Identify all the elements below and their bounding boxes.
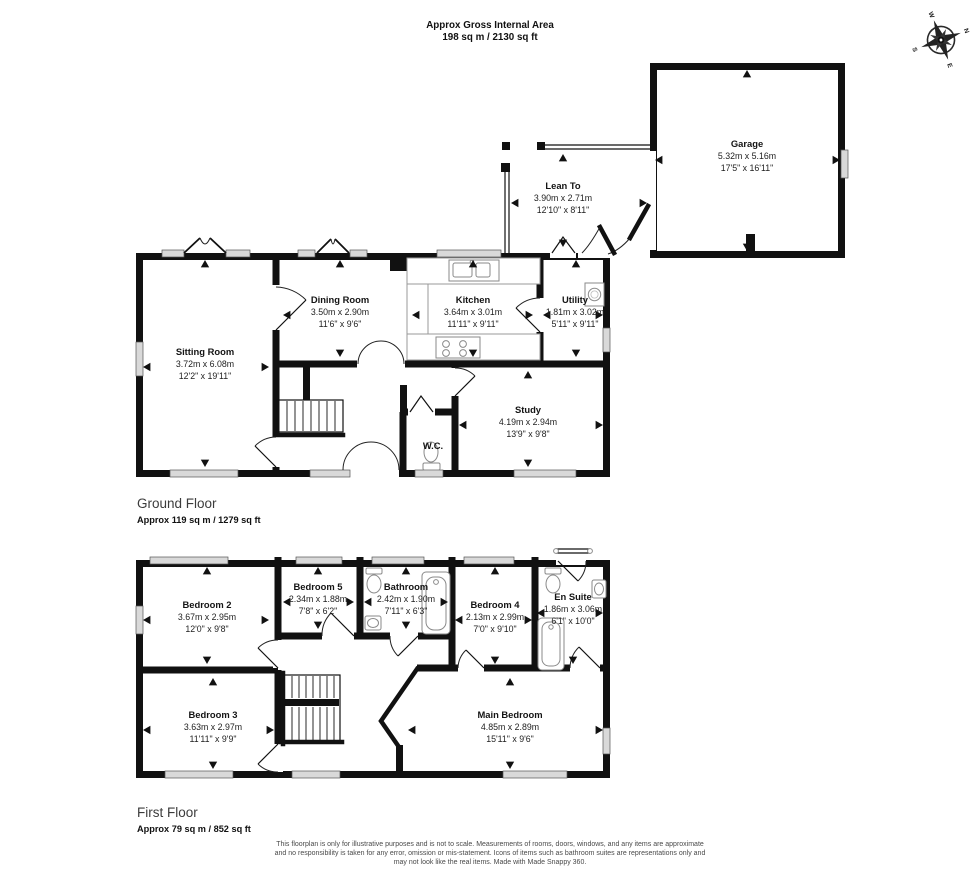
svg-text:2.42m x 1.90m: 2.42m x 1.90m — [376, 594, 436, 604]
compass-east-label: E — [945, 62, 954, 69]
ground-floor-plan — [136, 67, 848, 526]
svg-text:1.86m x 3.06m: 1.86m x 3.06m — [543, 604, 603, 614]
room-label-garage: Garage — [730, 138, 764, 149]
svg-text:7'8" x 6'2": 7'8" x 6'2" — [298, 606, 338, 616]
room-label-study: Study — [514, 404, 542, 415]
svg-text:3.72m x 6.08m: 3.72m x 6.08m — [175, 359, 235, 369]
svg-text:4.19m x 2.94m: 4.19m x 2.94m — [498, 417, 558, 427]
room-label-bedroom-2: Bedroom 2 — [182, 599, 232, 610]
toilet-icon-bathroom — [366, 568, 382, 593]
svg-text:7'11" x 6'3": 7'11" x 6'3" — [384, 606, 428, 616]
svg-text:11'11" x 9'11": 11'11" x 9'11" — [447, 319, 499, 329]
first-floor-caption — [137, 805, 251, 834]
compass-south-label: S — [910, 46, 919, 53]
compass-rose-icon — [901, 1, 980, 78]
first-floor-title: First Floor — [137, 805, 198, 820]
room-label-utility: Utility — [561, 294, 589, 305]
room-label-wc: W.C. — [422, 440, 444, 451]
compass-north-label: N — [961, 27, 970, 35]
svg-text:15'11" x 9'6": 15'11" x 9'6" — [486, 734, 534, 744]
svg-text:17'5" x 16'11": 17'5" x 16'11" — [720, 163, 774, 173]
washbasin-icon-ensuite — [592, 580, 606, 598]
svg-text:11'11" x 9'9": 11'11" x 9'9" — [189, 734, 237, 744]
svg-text:2.13m x 2.99m: 2.13m x 2.99m — [465, 612, 525, 622]
svg-text:4.85m x 2.89m: 4.85m x 2.89m — [480, 722, 540, 732]
room-label-main-bedroom: Main Bedroom — [477, 709, 543, 720]
compass-west-label: W — [926, 10, 936, 20]
stairs-icon — [277, 400, 343, 435]
room-label-bedroom-3: Bedroom 3 — [188, 709, 238, 720]
disclaimer — [275, 841, 706, 866]
room-label-lean-to: Lean To — [545, 180, 581, 191]
svg-text:7'0" x 9'10": 7'0" x 9'10" — [473, 624, 517, 634]
ground-floor-area: Approx 119 sq m / 1279 sq ft — [137, 515, 261, 525]
ground-floor-labels — [176, 138, 776, 451]
room-label-kitchen: Kitchen — [455, 294, 491, 305]
room-label-dining-room: Dining Room — [310, 294, 370, 305]
disclaimer-line-2: and no responsibility is taken for any error, omission or mis-statement. Icons of items such as bathroom suites are representations only and — [274, 850, 706, 857]
svg-text:3.90m x 2.71m: 3.90m x 2.71m — [533, 193, 593, 203]
first-floor-area: Approx 79 sq m / 852 sq ft — [137, 824, 251, 834]
svg-text:11'6" x 9'6": 11'6" x 9'6" — [318, 319, 362, 329]
disclaimer-line-3: may not look like the real items. Made with Made Snappy 360. — [393, 859, 587, 866]
room-label-sitting-room: Sitting Room — [175, 346, 235, 357]
svg-text:5'11" x 9'11": 5'11" x 9'11" — [551, 319, 599, 329]
svg-text:6'1" x 10'0": 6'1" x 10'0" — [551, 616, 595, 626]
svg-text:12'2" x 19'11": 12'2" x 19'11" — [178, 371, 232, 381]
room-label-en-suite: En Suite — [554, 591, 592, 602]
room-label-bathroom: Bathroom — [383, 581, 429, 592]
svg-text:5.32m x 5.16m: 5.32m x 5.16m — [717, 151, 777, 161]
gross-area-value: 198 sq m / 2130 sq ft — [442, 32, 538, 43]
svg-text:13'9" x 9'8": 13'9" x 9'8" — [506, 429, 550, 439]
svg-text:1.81m x 3.02m: 1.81m x 3.02m — [545, 307, 605, 317]
svg-text:3.63m x 2.97m: 3.63m x 2.97m — [183, 722, 243, 732]
room-label-bedroom-5: Bedroom 5 — [293, 581, 343, 592]
ground-floor-title: Ground Floor — [137, 496, 217, 511]
svg-text:3.64m x 3.01m: 3.64m x 3.01m — [443, 307, 503, 317]
header — [426, 20, 554, 43]
washbasin-icon-bathroom — [365, 616, 381, 630]
gross-area-title: Approx Gross Internal Area — [426, 20, 554, 31]
stairs-icon-first — [281, 673, 342, 744]
ground-floor-caption — [137, 496, 261, 525]
svg-text:12'0" x 9'8": 12'0" x 9'8" — [185, 624, 229, 634]
disclaimer-line-1: This floorplan is only for illustrative purposes and is not to scale. Measurements of rooms, doors, windows, and any items are approximate — [276, 841, 704, 848]
svg-text:3.50m x 2.90m: 3.50m x 2.90m — [310, 307, 370, 317]
svg-text:2.34m x 1.88m: 2.34m x 1.88m — [288, 594, 348, 604]
first-floor-plan — [136, 549, 610, 834]
room-label-bedroom-4: Bedroom 4 — [470, 599, 520, 610]
toilet-icon-ensuite — [545, 568, 561, 593]
svg-text:12'10" x 8'11": 12'10" x 8'11" — [536, 205, 590, 215]
svg-text:3.67m x 2.95m: 3.67m x 2.95m — [177, 612, 237, 622]
